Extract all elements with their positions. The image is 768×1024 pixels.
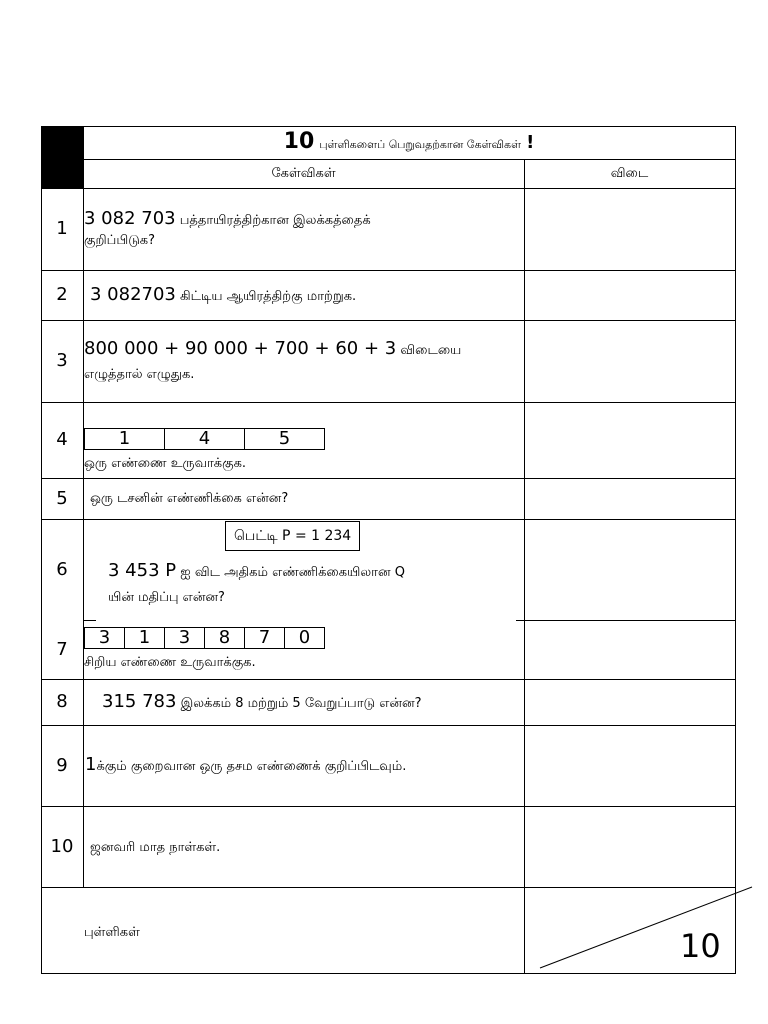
question-3-text: விடையை	[400, 343, 462, 358]
digit-box: 3	[85, 628, 125, 648]
question-number-3: 3	[56, 350, 68, 371]
question-number-7: 7	[56, 639, 68, 660]
question-2-number-value: 3 082703	[90, 284, 176, 305]
question-number-2: 2	[56, 284, 68, 305]
question-6-box-p: பெட்டி P = 1 234	[225, 521, 360, 551]
question-2-text: கிட்டிய ஆயிரத்திற்கு மாற்றுக.	[180, 289, 357, 304]
points-label: புள்ளிகள்	[84, 925, 140, 940]
digit-box: 3	[165, 628, 205, 648]
question-9-number-value: 1	[85, 754, 97, 775]
question-9-text: க்கும் குறைவான ஒரு தசம எண்ணைக் குறிப்பிடவும்.	[96, 759, 407, 774]
digit-box: 5	[278, 428, 291, 449]
question-1-number-value: 3 082 703	[84, 208, 176, 229]
question-number-9: 9	[56, 755, 68, 776]
question-number-10: 10	[50, 836, 74, 857]
question-6-line-2: யின் மதிப்பு என்ன?	[108, 590, 225, 605]
question-6-number-value: 3 453 P	[108, 560, 177, 581]
digit-box: 1	[85, 429, 165, 449]
digit-box: 0	[298, 627, 311, 648]
question-3-expression: 800 000 + 90 000 + 700 + 60 + 3	[84, 338, 397, 359]
question-4-text: ஒரு எண்ணை உருவாக்குக.	[84, 456, 247, 471]
question-3-line-2: எழுத்தால் எழுதுக.	[84, 367, 195, 382]
column-header-answer: விடை	[610, 166, 649, 181]
question-8-number-value: 315 783	[102, 691, 177, 712]
question-1-text: பத்தாயிரத்திற்கான இலக்கத்தைக்	[179, 213, 371, 228]
question-6-text: ஐ விட அதிகம் எண்ணிக்கையிலான Q	[180, 565, 405, 580]
question-1-line-2: குறிப்பிடுக?	[84, 233, 156, 248]
question-number-4: 4	[56, 429, 68, 450]
question-number-1: 1	[56, 218, 68, 239]
title-number: 10	[283, 129, 315, 154]
column-header-questions: கேள்விகள்	[271, 166, 336, 181]
question-8-text: இலக்கம் 8 மற்றும் 5 வேறுப்பாடு என்ன?	[180, 696, 422, 711]
total-score: 10	[680, 927, 721, 965]
digit-box: 7	[245, 628, 285, 648]
question-7-text: சிறிய எண்ணை உருவாக்குக.	[84, 655, 256, 670]
question-10-text: ஜனவரி மாத நாள்கள்.	[90, 840, 221, 855]
digit-box: 1	[125, 628, 165, 648]
question-number-6: 6	[56, 559, 68, 580]
question-number-8: 8	[56, 691, 68, 712]
question-number-5: 5	[56, 488, 68, 509]
title-text: புள்ளிகளைப் பெறுவதற்கான கேள்விகள்	[319, 138, 522, 151]
title-mark: !	[526, 132, 535, 153]
digit-box: 4	[165, 429, 245, 449]
digit-box: 8	[205, 628, 245, 648]
question-5-text: ஒரு டசனின் எண்ணிக்கை என்ன?	[90, 491, 289, 506]
